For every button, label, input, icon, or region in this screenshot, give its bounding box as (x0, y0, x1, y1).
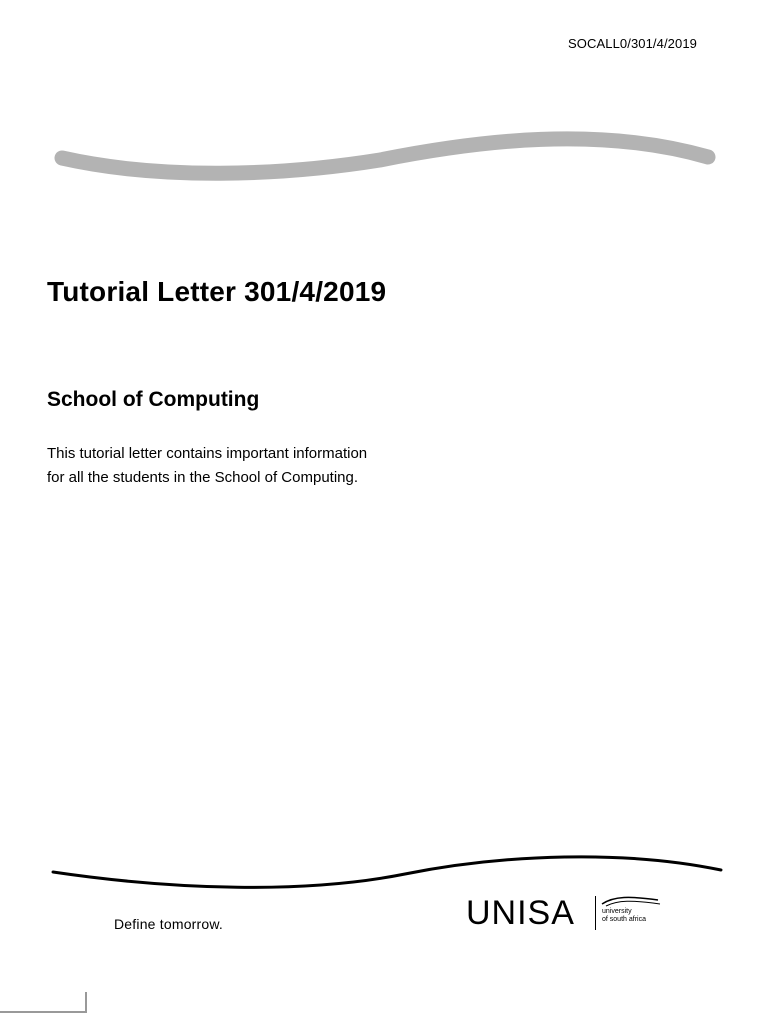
logo-sub-line-1: university (602, 908, 632, 915)
intro-line-1: This tutorial letter contains important information (47, 445, 368, 462)
top-swoosh-decoration (40, 120, 730, 190)
logo-wave-icon (600, 894, 662, 908)
logo-divider (595, 896, 596, 930)
logo-sub-line-2: of south africa (602, 916, 646, 923)
intro-paragraph (47, 442, 447, 490)
intro-line-2: for all the students in the School of Computing. (47, 469, 359, 486)
document-code: SOCALL0/301/4/2019 (568, 36, 698, 51)
unisa-logo (466, 890, 666, 936)
logo-subtitle (602, 908, 664, 924)
school-heading: School of Computing (47, 388, 260, 411)
tagline: Define tomorrow. (114, 916, 224, 932)
page-corner-mark (0, 990, 88, 1014)
page-title: Tutorial Letter 301/4/2019 (47, 276, 387, 307)
logo-wordmark: UNISA (466, 894, 575, 932)
